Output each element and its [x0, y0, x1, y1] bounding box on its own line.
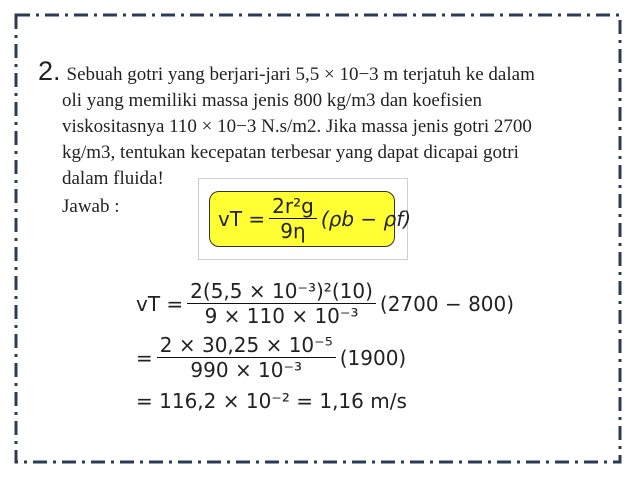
question-line-5: dalam fluida!: [62, 168, 164, 189]
formula-box: [198, 178, 412, 260]
formula-density-term: (ρb − ρf): [320, 206, 412, 231]
step2-denominator: 990 × 10⁻³: [190, 358, 303, 382]
formula-denominator: 9η: [280, 219, 306, 243]
formula-highlight: [209, 191, 412, 247]
formula-lhs: vT =: [218, 206, 266, 231]
question-number: 2.: [38, 56, 61, 86]
question-line-2: oli yang memiliki massa jenis 800 kg/m3 dan koefisien: [62, 90, 483, 111]
question-line-4: kg/m3, tentukan kecepatan terbesar yang dapat dicapai gotri: [62, 142, 519, 163]
question-line-3: viskositasnya 110 × 10−3 N.s/m2. Jika massa jenis gotri 2700: [62, 116, 532, 137]
formula-numerator: 2r²g: [269, 195, 317, 219]
step1-numerator: 2(5,5 × 10⁻³)²(10): [187, 280, 376, 304]
question-block: [38, 58, 598, 192]
step2-density-diff: (1900): [339, 345, 407, 370]
calc-step-2: [136, 334, 406, 381]
step1-density-diff: (2700 − 800): [379, 291, 515, 316]
step1-lhs: vT =: [136, 291, 184, 316]
step1-denominator: 9 × 110 × 10⁻³: [204, 304, 359, 328]
answer-label: Jawab :: [62, 196, 120, 217]
step2-equals: =: [136, 345, 153, 370]
calc-step-3-result: = 116,2 × 10⁻² = 1,16 m/s: [136, 389, 407, 413]
calc-step-1: [136, 280, 514, 327]
question-line-1: Sebuah gotri yang berjari-jari 5,5 × 10−3 m terjatuh ke dalam: [66, 64, 535, 85]
step2-numerator: 2 × 30,25 × 10⁻⁵: [157, 334, 336, 358]
